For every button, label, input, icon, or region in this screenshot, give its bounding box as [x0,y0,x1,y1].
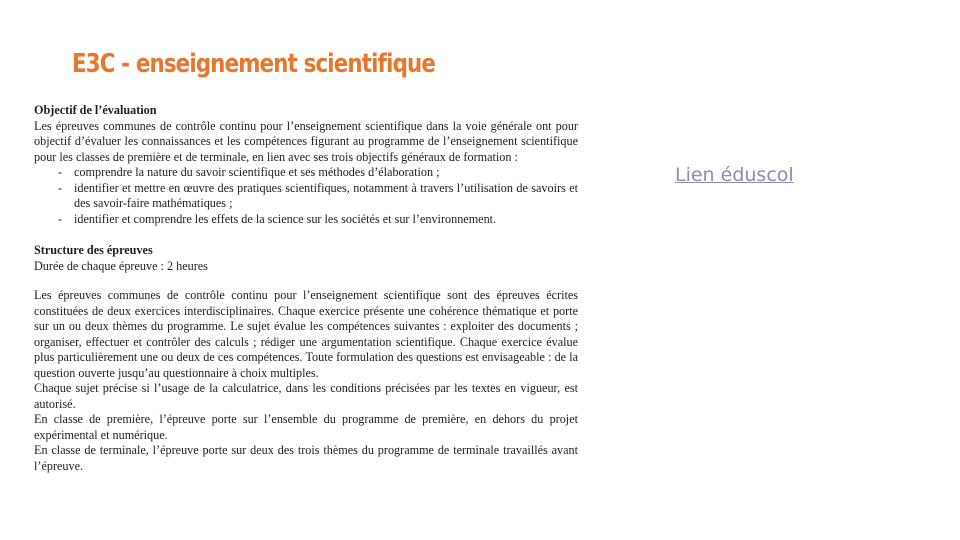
objective-item: - identifier et mettre en œuvre des pratiques scientifiques, notamment à travers l’utilisation de savoirs et des savoir-faire mathématiques ; [34,181,578,212]
structure-heading: Structure des épreuves [34,243,153,257]
spacer [34,227,578,243]
structure-paragraph: Chaque sujet précise si l’usage de la calculatrice, dans les conditions précisées par les textes en vigueur, est autorisé. [34,381,578,411]
structure-paragraph: En classe de terminale, l’épreuve porte sur deux des trois thèmes du programme de terminale travaillés avant l’épreuve. [34,443,578,473]
objective-intro: Les épreuves communes de contrôle continu pour l’enseignement scientifique dans la voie générale ont pour objectif d’évaluer les connaissances et les compétences figurant au programme de l’enseignement scientifique pour les classes de première et de terminale, en lien avec ses trois objectifs généraux de formation : [34,118,578,164]
duration-text: Durée de chaque épreuve : 2 heures [34,258,208,273]
eduscol-link[interactable]: Lien éduscol [675,164,794,186]
structure-paragraph: En classe de première, l’épreuve porte sur l’ensemble du programme de première, en dehors du projet expérimental et numérique. [34,412,578,442]
scanned-document [34,103,578,474]
spacer [34,274,578,288]
slide-title: E3C - enseignement scientifique [72,49,436,79]
objective-item: - comprendre la nature du savoir scientifique et ses méthodes d’élaboration ; [34,165,578,181]
objective-item: - identifier et comprendre les effets de la science sur les sociétés et sur l’environnement. [34,212,578,228]
objective-list [34,165,578,227]
objective-heading: Objectif de l’évaluation [34,103,157,117]
structure-paragraph: Les épreuves communes de contrôle continu pour l’enseignement scientifique sont des épreuves écrites constituées de deux exercices interdisciplinaires. Chaque exercice présente une cohérence thématique et porte sur un ou deux thèmes du programme. Le sujet évalue les compétences suivantes : exploiter des documents ; organiser, effectuer et contrôler des calculs ; rédiger une argumentation scientifique. Chaque exercice évalue plus particulièrement une ou deux de ces compétences. Toute formulation des questions est envisageable : de la question ouverte jusqu’au questionnaire à choix multiples. [34,288,578,380]
